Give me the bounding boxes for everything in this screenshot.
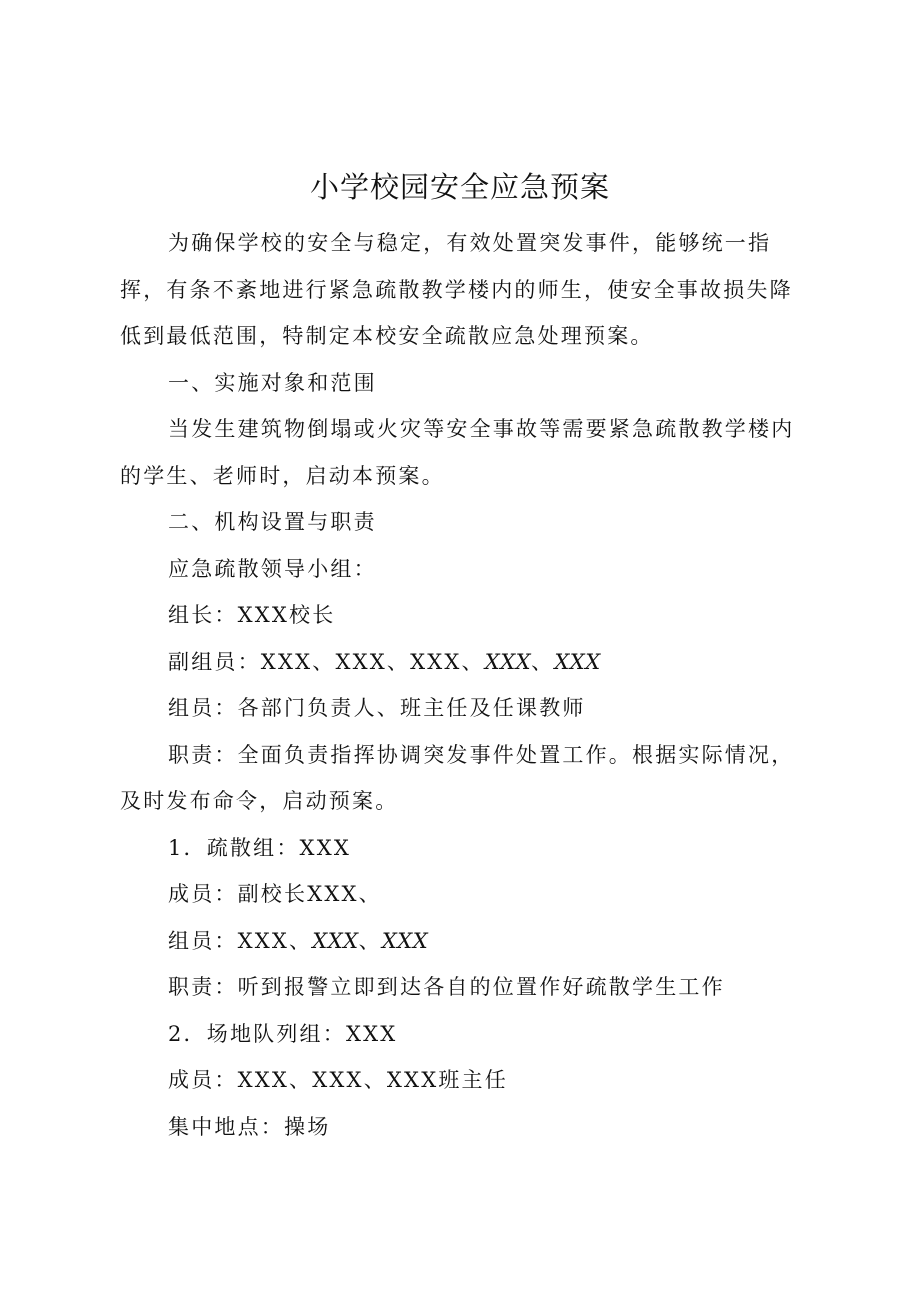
intro-paragraph: 为确保学校的安全与稳定，有效处置突发事件，能够统一指挥，有条不紊地进行紧急疏散教学楼内的师生，使安全事故损失降低到最低范围，特制定本校安全疏散应急处理预案。 xyxy=(120,231,793,348)
evacuation-group-heading: 1．疏散组：XXX xyxy=(168,835,352,860)
document-body xyxy=(120,220,810,1150)
evacuation-staff-prefix: 组员：XXX、 xyxy=(168,928,313,953)
document-title: 小学校园安全应急预案 xyxy=(309,170,610,204)
leadership-duties-paragraph: 职责：全面负责指挥协调突发事件处置工作。根据实际情况，及时发布命令，启动预案。 xyxy=(120,742,795,813)
evacuation-staff-separator: 、 xyxy=(358,928,382,953)
section-heading-organization: 二、机构设置与职责 xyxy=(168,510,377,534)
vice-leader-italic-1: XXX xyxy=(484,649,532,674)
section-heading-scope: 一、实施对象和范围 xyxy=(168,370,377,395)
leadership-group-label: 应急疏散领导小组： xyxy=(168,556,377,581)
evacuation-duties-line: 职责：听到报警立即到达各自的位置作好疏散学生工作 xyxy=(168,975,725,999)
evacuation-staff-italic-2: XXX xyxy=(381,928,429,953)
scope-paragraph: 当发生建筑物倒塌或火灾等安全事故等需要紧急疏散教学楼内的学生、老师时，启动本预案。 xyxy=(120,417,795,488)
group-leader-line: 组长：XXX校长 xyxy=(168,603,336,627)
assembly-location-line: 集中地点：操场 xyxy=(168,1114,331,1139)
group-members-line: 组员：各部门负责人、班主任及任课教师 xyxy=(168,696,586,720)
vice-leaders-separator: 、 xyxy=(531,649,555,674)
evacuation-staff-italic-1: XXX xyxy=(312,928,359,953)
evacuation-members-line: 成员：副校长XXX、 xyxy=(168,882,382,906)
vice-leaders-line xyxy=(120,639,810,686)
assembly-members-line: 成员：XXX、XXX、XXX班主任 xyxy=(168,1068,508,1092)
vice-leader-italic-2: XXX xyxy=(554,649,601,674)
vice-leaders-prefix: 副组员：XXX、XXX、XXX、 xyxy=(168,649,485,674)
assembly-group-heading: 2．场地队列组：XXX xyxy=(168,1021,398,1046)
evacuation-staff-line xyxy=(120,918,810,965)
